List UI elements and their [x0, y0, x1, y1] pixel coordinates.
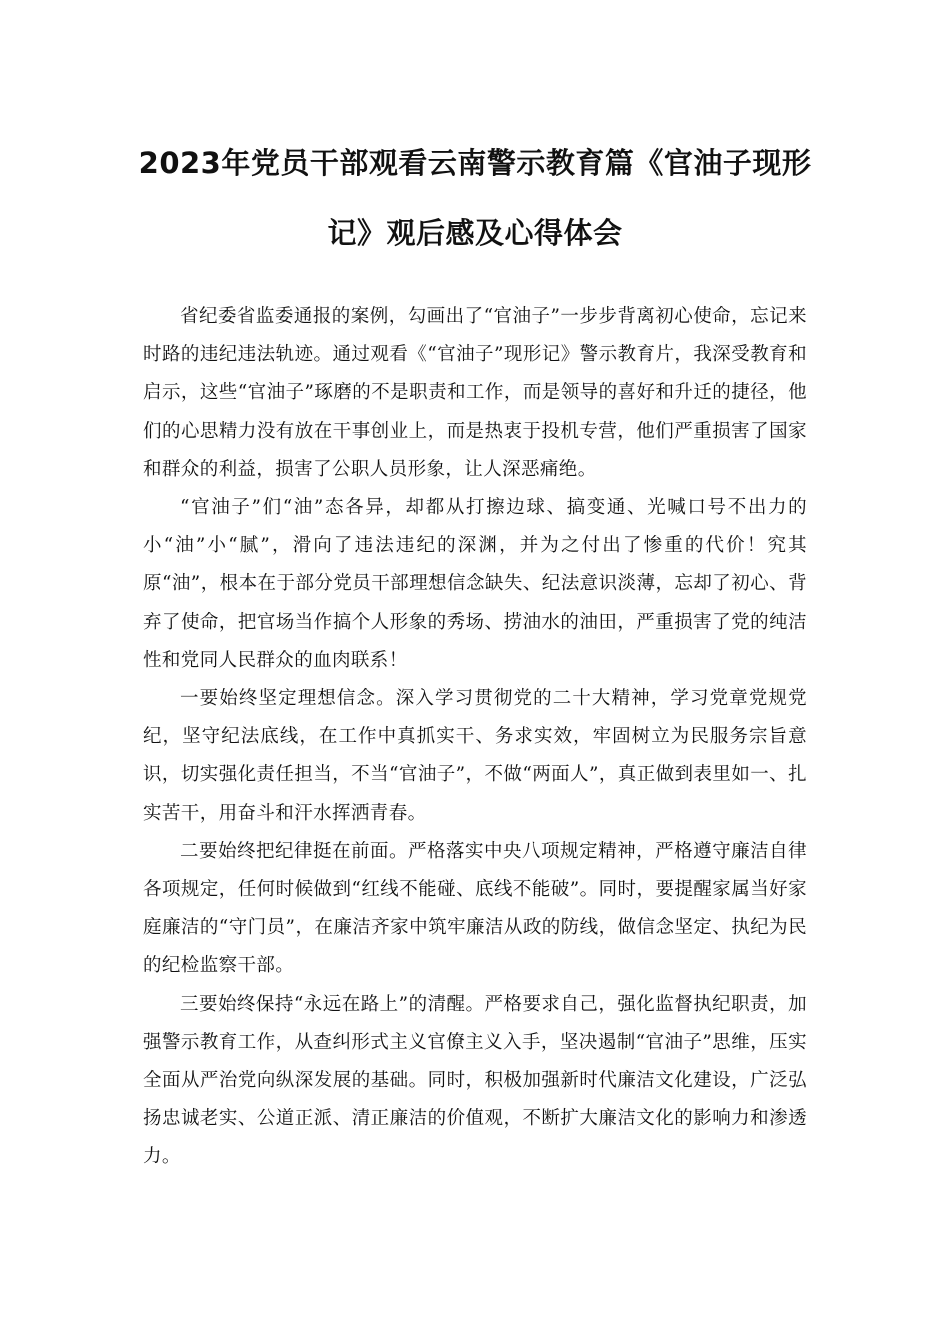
- paragraph-intro: 省纪委省监委通报的案例，勾画出了“官油子”一步步背离初心使命，忘记来时路的违纪违法轨迹。通过观看《“官油子”现形记》警示教育片，我深受教育和启示，这些“官油子”琢磨的不是职责和工作，而是领导的喜好和升迁的捷径，他们的心思精力没有放在干事创业上，而是热衷于投机专营，他们严重损害了国家和群众的利益，损害了公职人员形象，让人深恶痛绝。: [143, 306, 807, 480]
- paragraph-point-two: 二要始终把纪律挺在前面。严格落实中央八项规定精神，严格遵守廉洁自律各项规定，任何时候做到“红线不能碰、底线不能破”。同时，要提醒家属当好家庭廉洁的“守门员”，在廉洁齐家中筑牢廉洁从政的防线，做信念坚定、执纪为民的纪检监察干部。: [143, 840, 807, 977]
- document-title: 2023年党员干部观看云南警示教育篇《官油子现形记》观后感及心得体会: [138, 146, 812, 250]
- paragraph-analysis: “官油子”们“油”态各异，却都从打擦边球、搞变通、光喊口号不出力的小“油”小“腻”，滑向了违法违纪的深渊，并为之付出了惨重的代价！究其原“油”，根本在于部分党员干部理想信念缺失、纪法意识淡薄，忘却了初心、背弃了使命，把官场当作搞个人形象的秀场、捞油水的油田，严重损害了党的纯洁性和党同人民群众的血肉联系！: [143, 497, 807, 671]
- document-body: [143, 298, 807, 1177]
- paragraph-point-three: 三要始终保持“永远在路上”的清醒。严格要求自己，强化监督执纪职责，加强警示教育工作，从查纠形式主义官僚主义入手，坚决遏制“官油子”思维，压实全面从严治党向纵深发展的基础。同时，积极加强新时代廉洁文化建设，广泛弘扬忠诚老实、公道正派、清正廉洁的价值观，不断扩大廉洁文化的影响力和渗透力。: [143, 993, 807, 1168]
- paragraph-point-one: 一要始终坚定理想信念。深入学习贯彻党的二十大精神，学习党章党规党纪，坚守纪法底线，在工作中真抓实干、务求实效，牢固树立为民服务宗旨意识，切实强化责任担当，不当“官油子”，不做“两面人”，真正做到表里如一、扎实苦干，用奋斗和汗水挥洒青春。: [143, 688, 807, 824]
